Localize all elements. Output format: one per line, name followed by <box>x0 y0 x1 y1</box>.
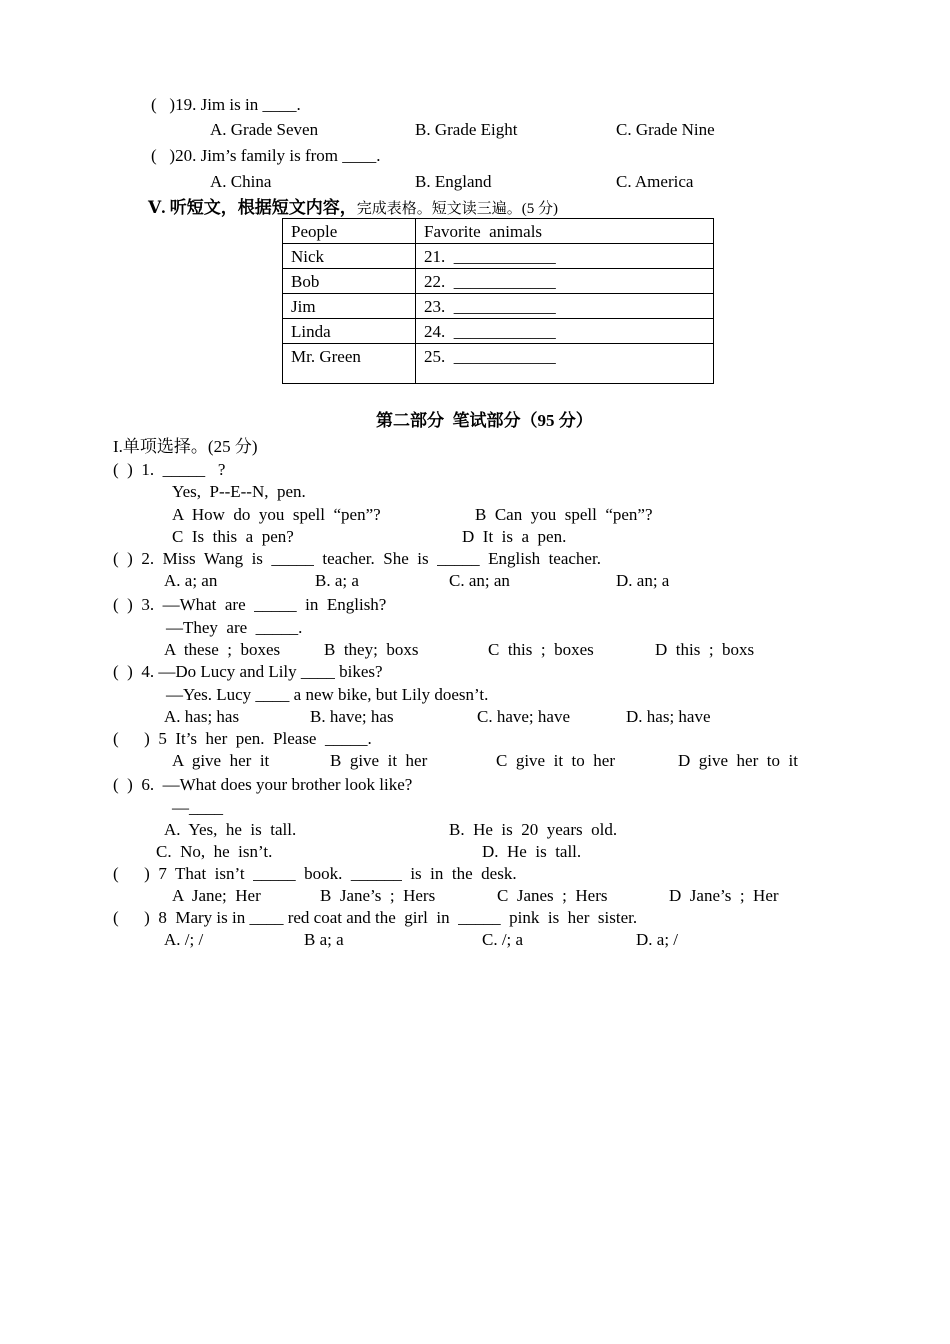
q3-option-a: A these ; boxes <box>164 640 281 659</box>
q7-option-b: B Jane’s ; Hers <box>320 886 436 905</box>
q6-option-d: D. He is tall. <box>482 842 582 861</box>
q20-stem: ( )20. Jim’s family is from ____. <box>151 146 381 165</box>
q4-answer-line: —Yes. Lucy ____ a new bike, but Lily doesn’t. <box>166 685 489 704</box>
q6-answer-line: —____ <box>172 798 223 817</box>
q4-option-a: A. has; has <box>164 707 240 726</box>
table-cell-person: Linda <box>283 319 416 344</box>
q6-option-a: A. Yes, he is tall. <box>164 820 297 839</box>
table-cell-answer: 25. ____________ <box>416 344 714 384</box>
q8-option-b: B a; a <box>304 930 344 949</box>
section5-title-bold: Ⅴ. 听短文，根据短文内容， <box>148 198 357 217</box>
table-row <box>283 294 714 319</box>
favorite-animals-table <box>282 218 714 384</box>
q19-option-a: A. Grade Seven <box>210 120 319 139</box>
q1-option-c: C Is this a pen? <box>172 527 294 546</box>
q3-option-c: C this ; boxes <box>488 640 594 659</box>
q3-option-b: B they; boxs <box>324 640 419 659</box>
table-cell-answer: 23. ____________ <box>416 294 714 319</box>
q1-option-a: A How do you spell “pen”? <box>172 505 381 524</box>
q19-stem: ( )19. Jim is in ____. <box>151 95 301 114</box>
q7-option-c: C Janes ; Hers <box>497 886 608 905</box>
q8-option-a: A. /; / <box>164 930 204 949</box>
q5-option-b: B give it her <box>330 751 428 770</box>
q6-stem: ( ) 6. —What does your brother look like? <box>113 775 413 794</box>
q8-option-c: C. /; a <box>482 930 524 949</box>
q5-option-c: C give it to her <box>496 751 615 770</box>
q4-option-b: B. have; has <box>310 707 394 726</box>
table-header-row <box>283 219 714 244</box>
table-cell-person: Jim <box>283 294 416 319</box>
q2-option-d: D. an; a <box>616 571 670 590</box>
q3-answer-line: —They are _____. <box>166 618 303 637</box>
q4-stem: ( ) 4. —Do Lucy and Lily ____ bikes? <box>113 662 383 681</box>
q20-option-b: B. England <box>415 172 492 191</box>
section5-title <box>148 199 558 217</box>
q19-option-c: C. Grade Nine <box>616 120 715 139</box>
q4-option-c: C. have; have <box>477 707 570 726</box>
table-cell-answer: 24. ____________ <box>416 319 714 344</box>
q5-option-d: D give her to it <box>678 751 798 770</box>
q20-option-c: C. America <box>616 172 694 191</box>
table-header-people: People <box>283 219 416 244</box>
q19-option-b: B. Grade Eight <box>415 120 518 139</box>
section1-title: I.单项选择。(25 分) <box>113 437 258 456</box>
table-cell-answer: 22. ____________ <box>416 269 714 294</box>
table-row <box>283 344 714 384</box>
table-cell-person: Mr. Green <box>283 344 416 384</box>
q8-stem: ( ) 8 Mary is in ____ red coat and the girl in _____ pink is her sister. <box>113 908 638 927</box>
q4-option-d: D. has; have <box>626 707 711 726</box>
q5-stem: ( ) 5 It’s her pen. Please _____. <box>113 729 372 748</box>
q7-option-a: A Jane; Her <box>172 886 261 905</box>
table-row <box>283 269 714 294</box>
q7-stem: ( ) 7 That isn’t _____ book. ______ is in the desk. <box>113 864 517 883</box>
q1-option-b: B Can you spell “pen”? <box>475 505 653 524</box>
table-header-animals: Favorite animals <box>416 219 714 244</box>
q2-option-b: B. a; a <box>315 571 359 590</box>
q2-stem: ( ) 2. Miss Wang is _____ teacher. She is _____ English teacher. <box>113 549 601 568</box>
q3-option-d: D this ; boxs <box>655 640 755 659</box>
table-row <box>283 244 714 269</box>
q1-option-d: D It is a pen. <box>462 527 567 546</box>
table-cell-person: Nick <box>283 244 416 269</box>
part2-title: 第二部分 笔试部分（95 分） <box>376 411 593 430</box>
table-cell-answer: 21. ____________ <box>416 244 714 269</box>
q3-stem: ( ) 3. —What are _____ in English? <box>113 595 387 614</box>
q1-answer-line: Yes, P--E--N, pen. <box>172 482 306 501</box>
q2-option-c: C. an; an <box>449 571 510 590</box>
q8-option-d: D. a; / <box>636 930 679 949</box>
q2-option-a: A. a; an <box>164 571 218 590</box>
table-cell-person: Bob <box>283 269 416 294</box>
q6-option-b: B. He is 20 years old. <box>449 820 618 839</box>
q6-option-c: C. No, he isn’t. <box>156 842 273 861</box>
table-row <box>283 319 714 344</box>
q1-stem: ( ) 1. _____ ? <box>113 460 226 479</box>
section5-title-rest: 完成表格。短文读三遍。(5 分) <box>356 201 558 217</box>
q20-option-a: A. China <box>210 172 272 191</box>
q7-option-d: D Jane’s ; Her <box>669 886 779 905</box>
q5-option-a: A give her it <box>172 751 270 770</box>
